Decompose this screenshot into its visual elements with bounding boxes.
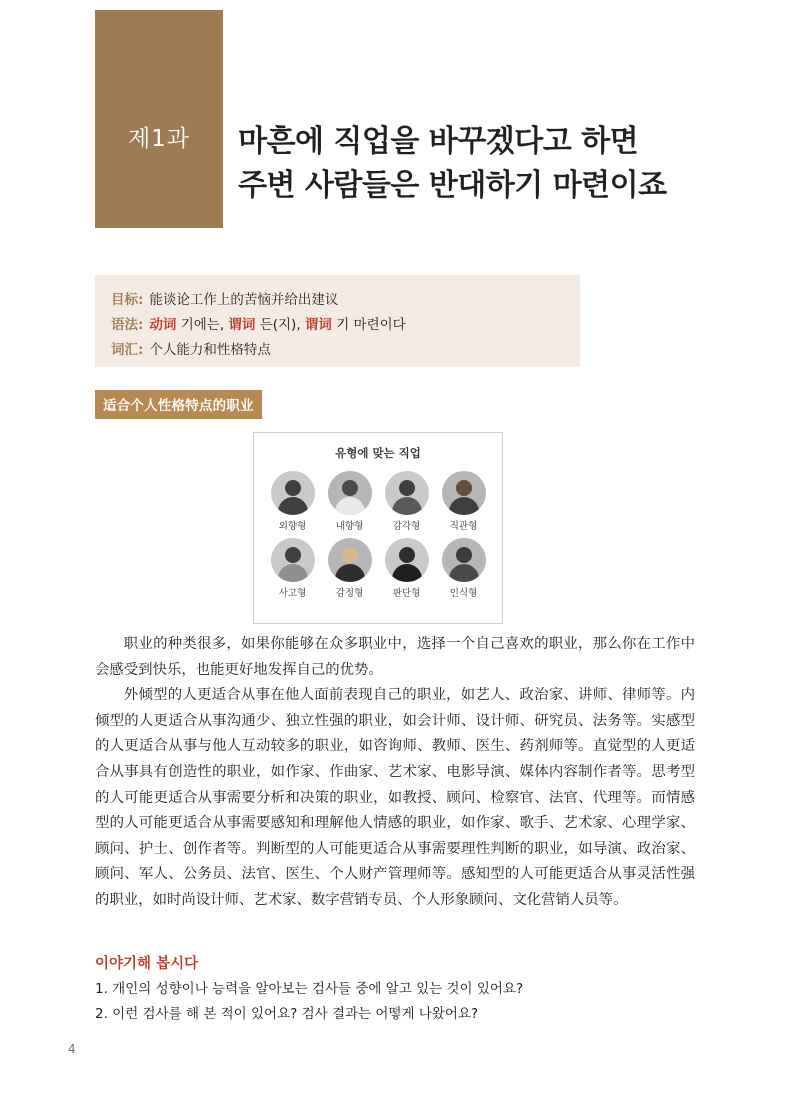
page-number: 4 — [68, 1042, 76, 1056]
figure-cell-label: 사고형 — [278, 588, 307, 599]
info-row-grammar — [111, 313, 406, 333]
lesson-number-tag: 제1과 — [127, 126, 191, 152]
figure-cell — [264, 471, 321, 532]
goal-text: 能谈论工作上的苦恼并给出建议 — [149, 292, 339, 308]
grammar-text-3: 기 마련이다 — [331, 317, 406, 333]
figure-cell — [321, 471, 378, 532]
discussion-heading: 이야기해 봅시다 — [95, 956, 199, 972]
person-avatar-icon — [271, 538, 315, 582]
person-avatar-icon — [385, 471, 429, 515]
grammar-keyword-1: 动词 — [149, 317, 177, 333]
figure-title: 유형에 맞는 직업 — [335, 446, 421, 460]
person-avatar-icon — [385, 538, 429, 582]
figure-cell — [435, 538, 492, 599]
grammar-keyword-2: 谓词 — [228, 317, 256, 333]
discussion-item: 2. 이런 검사를 해 본 적이 있어요? 검사 결과는 어떻게 나왔어요? — [95, 1006, 479, 1022]
figure-cell-label: 감정형 — [335, 588, 364, 599]
figure-cell — [264, 538, 321, 599]
figure-cell — [378, 538, 435, 599]
lesson-info-box — [95, 275, 580, 367]
figure-cell-label: 감각형 — [392, 521, 421, 532]
figure-cell-label: 판단형 — [392, 588, 421, 599]
page-title-line-1: 마흔에 직업을 바꾸겠다고 하면 — [238, 124, 639, 159]
job-type-figure — [253, 432, 503, 624]
figure-cell-label: 외향형 — [278, 521, 307, 532]
figure-cell — [378, 471, 435, 532]
person-avatar-icon — [328, 538, 372, 582]
discussion-item: 1. 개인의 성향이나 능력을 알아보는 검사들 중에 알고 있는 것이 있어요? — [95, 981, 524, 997]
grammar-keyword-3: 谓词 — [304, 317, 332, 333]
info-row-goal — [111, 288, 338, 308]
page-title — [238, 120, 738, 208]
vocab-text: 个人能力和性格特点 — [149, 342, 271, 358]
figure-cell — [435, 471, 492, 532]
goal-label: 目标: — [111, 292, 144, 308]
article-paragraph-1: 职业的种类很多，如果你能够在众多职业中，选择一个自己喜欢的职业，那么你在工作中会感受到快乐，也能更好地发挥自己的优势。 — [95, 636, 695, 678]
article-paragraph-2: 外倾型的人更适合从事在他人面前表现自己的职业，如艺人、政治家、讲师、律师等。内倾型的人更适合从事沟通少、独立性强的职业，如会计师、设计师、研究员、法务等。实感型的人更适合从事与他人互动较多的职业，如咨询师、教师、医生、药剂师等。直觉型的人更适合从事具有创造性的职业，如作家、作曲家、艺术家、电影导演、媒体内容制作者等。思考型的人可能更适合从事需要分析和决策的职业，如教授、顾问、检察官、法官、代理等。而情感型的人可能更适合从事需要感知和理解他人情感的职业，如作家、歌手、艺术家、心理学家、顾问、护士、创作者等。判断型的人可能更适合从事需要理性判断的职业，如导演、政治家、顾问、军人、公务员、法官、医生、个人财产管理师等。感知型的人可能更适合从事灵活性强的职业，如时尚设计师、艺术家、数字营销专员、个人形象顾问、文化营销人员等。 — [95, 687, 695, 908]
figure-cell-label: 내향형 — [335, 521, 364, 532]
info-row-vocab — [111, 338, 271, 358]
page-title-line-2: 주변 사람들은 반대하기 마련이죠 — [238, 168, 667, 203]
person-avatar-icon — [442, 538, 486, 582]
section-heading: 适合个人性格特点的职业 — [95, 390, 262, 419]
vocab-label: 词汇: — [111, 342, 144, 358]
grammar-label: 语法: — [111, 317, 144, 333]
grammar-text-2: 든(지), — [255, 317, 305, 333]
figure-grid — [254, 471, 502, 599]
header-accent-block — [95, 10, 223, 228]
person-avatar-icon — [442, 471, 486, 515]
person-avatar-icon — [328, 471, 372, 515]
grammar-text-1: 기에는, — [176, 317, 229, 333]
discussion-list — [95, 977, 715, 1027]
article-body — [95, 632, 695, 914]
person-avatar-icon — [271, 471, 315, 515]
figure-cell-label: 인식형 — [449, 588, 478, 599]
figure-cell-label: 직관형 — [449, 521, 478, 532]
figure-cell — [321, 538, 378, 599]
